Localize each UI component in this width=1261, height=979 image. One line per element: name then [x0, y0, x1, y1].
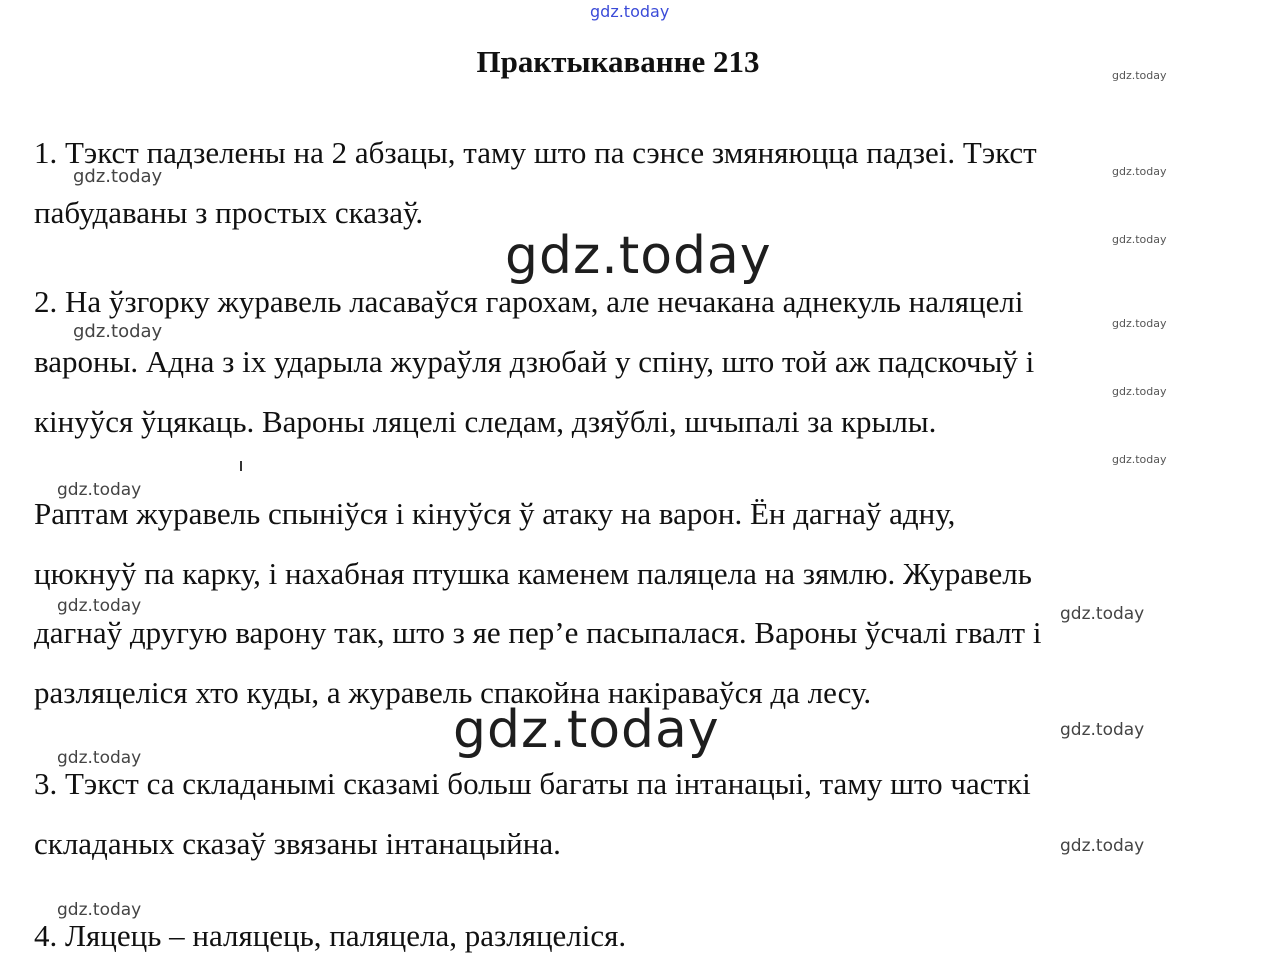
watermark-small: gdz.today — [57, 596, 142, 616]
text-line: кінуўся ўцякаць. Вароны ляцелі следам, дзяўблі, шчыпалі за крылы. — [34, 404, 937, 439]
watermark-tiny: gdz.today — [1112, 233, 1167, 246]
text-line: 3. Тэкст са складанымі сказамі больш багаты па інтанацыі, таму што часткі — [34, 766, 1031, 801]
watermark-small: gdz.today — [1060, 836, 1145, 856]
watermark-top: gdz.today — [590, 2, 670, 21]
watermark-small: gdz.today — [73, 166, 163, 187]
text-line: цюкнуў па карку, і нахабная птушка каменем паляцела на зямлю. Журавель — [34, 556, 1032, 591]
stray-mark — [240, 461, 242, 471]
text-line: разляцеліся хто куды, а журавель спакойна накіраваўся да лесу. — [34, 675, 872, 710]
watermark-large: gdz.today — [453, 700, 720, 760]
watermark-small: gdz.today — [57, 480, 142, 500]
text-line: 2. На ўзгорку журавель ласаваўся гарохам, але нечакана аднекуль наляцелі — [34, 284, 1024, 319]
text-line: дагнаў другую варону так, што з яе пер’е пасыпалася. Вароны ўсчалі гвалт і — [34, 615, 1042, 650]
text-line: вароны. Адна з іх ударыла жураўля дзюбай у спіну, што той аж падскочыў і — [34, 344, 1035, 379]
watermark-tiny: gdz.today — [1112, 165, 1167, 178]
exercise-title: Практыкаванне 213 — [476, 44, 760, 79]
watermark-small: gdz.today — [57, 900, 142, 920]
text-line: пабудаваны з простых сказаў. — [34, 195, 424, 230]
watermark-small: gdz.today — [1060, 720, 1145, 740]
watermark-tiny: gdz.today — [1112, 69, 1167, 82]
text-line: Раптам журавель спыніўся і кінуўся ў атаку на варон. Ён дагнаў адну, — [34, 496, 956, 531]
text-line: 4. Ляцець – наляцець, паляцела, разляцеліся. — [34, 918, 627, 953]
text-line: 1. Тэкст падзелены на 2 абзацы, таму што па сэнсе змяняюцца падзеі. Тэкст — [34, 135, 1037, 170]
watermark-tiny: gdz.today — [1112, 453, 1167, 466]
text-line: складаных сказаў звязаны інтанацыйна. — [34, 826, 561, 861]
watermark-small: gdz.today — [73, 321, 163, 342]
watermark-large: gdz.today — [505, 226, 772, 286]
watermark-small: gdz.today — [1060, 604, 1145, 624]
watermark-small: gdz.today — [57, 748, 142, 768]
watermark-tiny: gdz.today — [1112, 317, 1167, 330]
watermark-tiny: gdz.today — [1112, 385, 1167, 398]
